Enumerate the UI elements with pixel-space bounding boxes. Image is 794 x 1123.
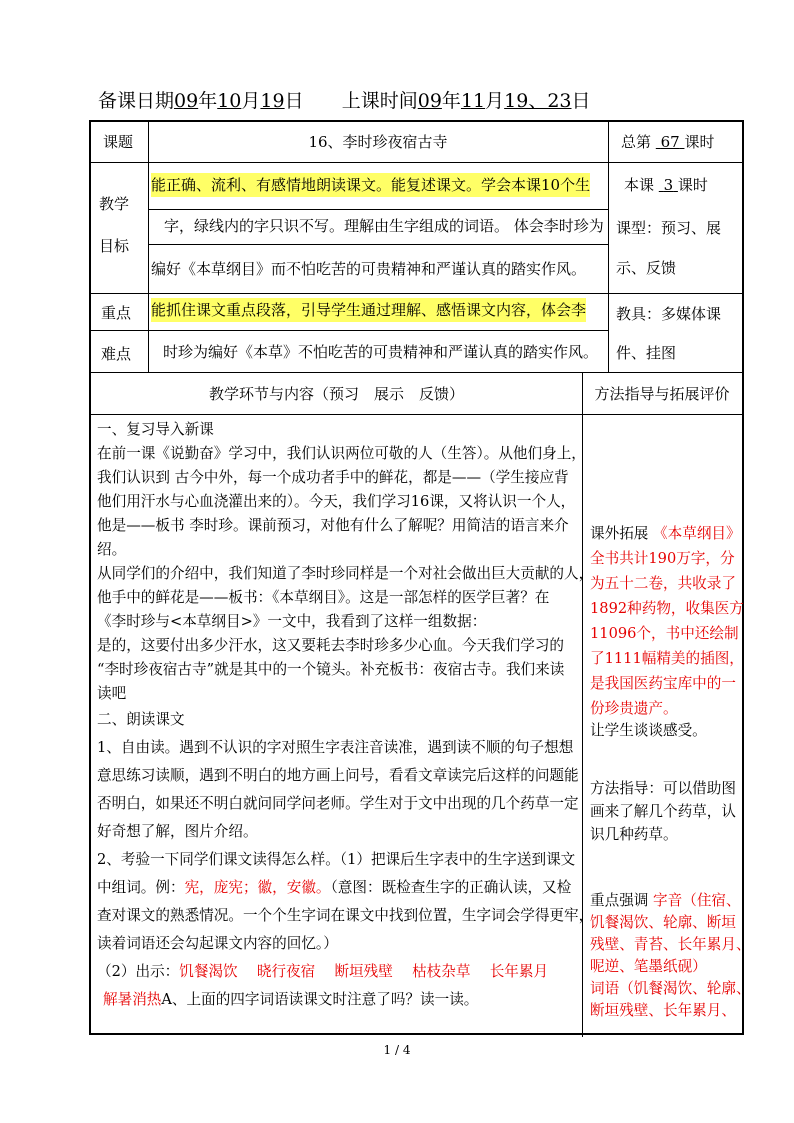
teaching-content — [91, 418, 594, 1033]
teaching-tools-1: 教具：多媒体课 — [616, 305, 722, 323]
goal-line-1: 能正确、流利、有感情地朗读课文。能复述课文。学会本课10个生 — [151, 173, 590, 197]
prep-month: 10 — [217, 90, 242, 112]
class-date-label: 上课时间 — [341, 90, 418, 112]
section-header-method: 方法指导与拓展评价 — [594, 385, 730, 403]
lesson-type-2: 示、反馈 — [616, 259, 677, 277]
content-line: 是的，这要付出多少汗水，这又要耗去李时珍多少心血。今天我们学习的 — [97, 637, 565, 654]
section-header-content: 教学环节与内容（预习 展示 反馈） — [208, 385, 464, 403]
sidebar-line: 让学生谈谈感受。 — [590, 722, 707, 739]
content-line: 从同学们的介绍中，我们知道了李时珍同样是一个对社会做出巨大贡献的人， — [97, 565, 594, 582]
content-line: 解暑消热A、上面的四字词语读课文时注意了吗？读一读。 — [103, 991, 479, 1008]
content-line: 二、朗读课文 — [97, 711, 185, 728]
content-line: 否明白，如果还不明白就问同学问老师。学生对于文中出现的几个药草一定 — [97, 795, 579, 812]
goal-line-3: 编好《本草纲目》而不怕吃苦的可贵精神和严谨认真的踏实作风。 — [151, 260, 587, 278]
sidebar-line: 识几种药草。 — [590, 826, 678, 843]
content-line: 他是——板书 李时珍。课前预习，对他有什么了解呢？用简洁的语言来介 — [97, 517, 569, 534]
difficulty-text: 时珍为编好《本草》不怕吃苦的可贵精神和严谨认真的踏实作风。 — [163, 343, 599, 361]
sidebar-line: 词语（饥餐渴饮、轮廓、 — [590, 980, 751, 997]
goal-line-2: 字，绿线内的字只识不写。理解由生字组成的词语。 体会李时珍为 — [164, 217, 604, 235]
content-line: 他们用汗水与心血浇灌出来的）。今天，我们学习16课，又将认识一个人， — [97, 493, 576, 510]
content-line: 意思练习读顺，遇到不明白的地方画上问号，看看文章读完后这样的问题能 — [97, 767, 579, 784]
sidebar-line: 饥餐渴饮、轮廓、断垣 — [590, 914, 736, 931]
sidebar-line: 残壁、青苔、长年累月、 — [590, 936, 751, 953]
content-line: 在前一课《说勤奋》学习中，我们认识两位可敬的人（生答）。从他们身上， — [97, 445, 586, 462]
goal-label-2: 目标 — [99, 237, 130, 255]
content-line: 查对课文的熟悉情况。一个个生字词在课文中找到位置，生字词会学得更牢， — [97, 907, 594, 924]
content-line: 他手中的鲜花是——板书：《本草纲目》。这是一部怎样的医学巨著？在 — [97, 589, 550, 606]
this-lesson-count: 本课 3 课时 — [624, 176, 708, 194]
lesson-title: 16、李时珍夜宿古寺 — [308, 133, 448, 151]
sidebar-line: 方法指导：可以借助图 — [590, 780, 736, 797]
sidebar-line: 为五十二卷，共收录了 — [590, 575, 736, 592]
content-line: 一、复习导入新课 — [97, 421, 214, 438]
prep-date-label: 备课日期 — [98, 90, 175, 112]
class-year: 09 — [417, 90, 442, 112]
prep-year: 09 — [174, 90, 199, 112]
content-line: “李时珍夜宿古寺”就是其中的一个镜头。补充板书：夜宿古寺。我们来读 — [97, 661, 565, 678]
prep-day: 19 — [260, 90, 285, 112]
class-days: 19、23 — [504, 90, 572, 112]
key-point-text: 能抓住课文重点段落，引导学生通过理解、感悟课文内容，体会李 — [151, 298, 586, 322]
sidebar-line: 课外拓展 《本草纲目》 — [590, 525, 741, 542]
sidebar-line: 断垣残壁、长年累月、 — [590, 1002, 736, 1019]
sidebar-line: 1892种药物，收集医方 — [590, 600, 744, 617]
goal-label-1: 教学 — [99, 195, 130, 213]
content-line: 读着词语还会勾起课文内容的回忆。） — [97, 935, 338, 952]
lesson-plan-table — [89, 120, 751, 1035]
content-line: （2）出示：饥餐渴饮 晓行夜宿 断垣残壁 枯枝杂草 长年累月 — [97, 963, 549, 980]
difficulty-label: 难点 — [101, 345, 132, 363]
method-guidance — [582, 418, 751, 1033]
class-month: 11 — [460, 90, 486, 112]
sidebar-line: 全书共计190万字，分 — [590, 550, 735, 567]
content-line: 绍。 — [97, 541, 127, 558]
sidebar-line: 11096个，书中还绘制 — [590, 625, 739, 642]
content-line: 读吧 — [97, 685, 127, 702]
sidebar-line: 份珍贵遗产。 — [590, 700, 678, 717]
content-line: 我们认识到 古今中外，每一个成功者手中的鲜花，都是——（学生接应背 — [97, 469, 569, 486]
key-point-label: 重点 — [101, 304, 132, 322]
total-lessons: 总第 67 课时 — [621, 133, 715, 151]
date-header: 备课日期09年10月19日 上课时间09年11月19、23日 — [98, 90, 591, 112]
content-line: 《李时珍与<本草纲目>》一文中，我看到了这样一组数据： — [97, 613, 487, 630]
sidebar-line: 了1111幅精美的插图， — [590, 650, 744, 667]
content-line: 好奇想了解，图片介绍。 — [97, 823, 258, 840]
sidebar-line: 画来了解几个药草，认 — [590, 803, 736, 820]
sidebar-line: 呢逆、笔墨纸砚） — [590, 958, 707, 975]
page-number: 1 / 4 — [383, 1043, 411, 1057]
content-line: 中组词。例：宪，庞宪；徽，安徽。（意图：既检查生字的正确认读，又检 — [97, 879, 572, 896]
content-line: 2、考验一下同学们课文读得怎么样。（1）把课后生字表中的生字送到课文 — [97, 851, 576, 868]
lesson-type-1: 课型：预习、展 — [616, 219, 722, 237]
topic-label: 课题 — [103, 133, 134, 151]
sidebar-line: 重点强调 字音（住宿、 — [590, 892, 741, 909]
teaching-tools-2: 件、挂图 — [616, 344, 677, 362]
content-line: 1、自由读。遇到不认识的字对照生字表注音读准，遇到读不顺的句子想想 — [97, 739, 574, 756]
sidebar-line: 是我国医药宝库中的一 — [590, 675, 736, 692]
